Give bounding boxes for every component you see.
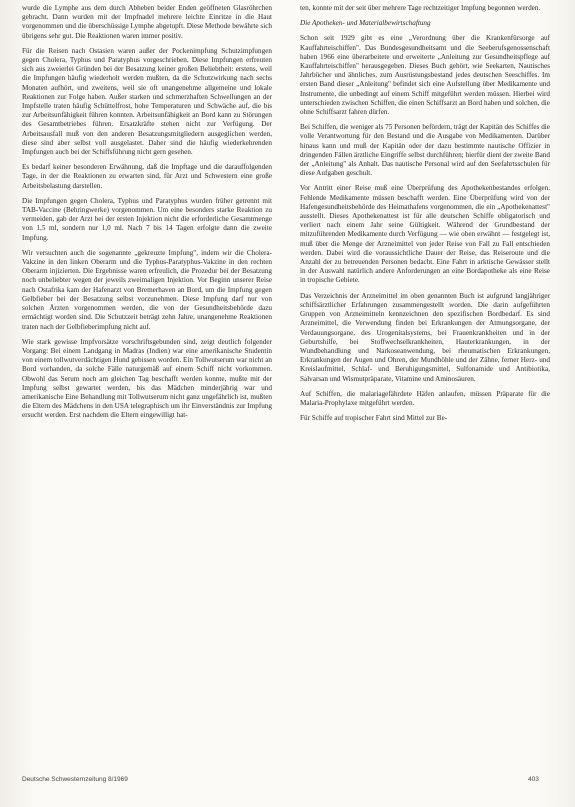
left-column <box>22 4 272 427</box>
page-number: 403 <box>528 776 539 783</box>
paragraph: Das Verzeichnis der Arzneimittel im oben genannten Buch ist aufgrund langjähriger schiffsärztlicher Erfahrungen zusammengestellt worden. Die darin aufgeführten Gruppen von Arzneimitteln kennzeichnen den spezifischen Bordbedarf. Es sind Arzneimittel, die Verwendung finden bei Erkrankungen der Atmungsorgane, der Verdauungsorgane, des Urogenitalsystems, bei Frauenkrankheiten und in der Geburtshilfe, bei Stoffwechselkrankheiten, Hauterkrankungen, in der Wundbehandlung und Narkoseanwendung, bei rheumatischen Erkrankungen, Erkrankungen der Augen und Ohren, der Mundhöhle und der Zähne, ferner Herz- und Kreislaufmittel, Schlaf- und Beruhigungsmittel, Sulfonamide und Antibiotika, Salvarsan und Wismutpräparate, Vitamine und Aminosäuren. <box>300 291 550 383</box>
right-column <box>300 4 550 429</box>
paragraph: Für Schiffe auf tropischer Fahrt sind Mittel zur Be- <box>300 414 448 423</box>
footer-publication: Deutsche Schwesternzeitung 8/1969 <box>22 776 128 783</box>
section-heading: Die Apotheken- und Materialbewirtschaftung <box>300 19 431 28</box>
paragraph: Für die Reisen nach Ostasien waren außer der Pockenimpfung Schutzimpfungen gegen Cholera, Typhus und Paratyphus vorgeschrieben. Diese Impfungen erfreuten sich aus zweierlei Gründen bei der Besatzung keiner großen Beliebtheit: erstens, weil die Impfungen häufig wiederholt werden mußten, da die Schutzwirkung nach sechs Monaten aufhört, und zweitens, weil sie oft unangenehme allgemeine und lokale Reaktionen zur Folge haben. Außer starken und schmerzhaften Schwellungen an der Impfstelle traten häufig Schüttelfrost, hohe Temperaturen und Schwäche auf, die bis zur Arbeitsunfähigkeit führen konnten. Arbeitsunfähigkeit an Bord kann zu Störungen des Gesamtbetriebes führen. Ersatzkräfte stehen nicht zur Verfügung. Der Arbeitsausfall muß von den anderen Besatzungsmitgliedern ausgeglichen werden, diese sind aber selbst voll ausgelastet. Daher sind die häufig wiederkehrenden Impfungen auch bei der Schiffsführung nicht gern gesehen. <box>22 46 272 157</box>
paragraph: Vor Antritt einer Reise muß eine Überprüfung des Apothekenbestandes erfolgen. Fehlende Medikamente müssen beschafft werden. Eine Überprüfung wird von der Hafengesundheitsbehörde des Heimathafens vorgenommen, die ein „Apothekenattest" ausstellt. Dieses Apothekenattest ist für alle deutschen Schiffe obligatorisch und verliert nach einem Jahr seine Gültigkeit. Während der Grundbestand der mitzuführenden Medikamente durch Verfügung — wie oben erwähnt — festgelegt ist, muß über die Menge der Arzneimittel von jeder Reise von Fall zu Fall entschieden werden. Dabei wird die voraussichtliche Dauer der Reise, das Reiseroute und die Anzahl der zu betreuenden Personen bedacht. Eine Fahrt in arktische Gewässer stellt in der Auswahl natürlich andere Anforderungen an eine Bordapotheke als eine Reise in tropische Gebiete. <box>300 184 550 285</box>
paragraph: Bei Schiffen, die weniger als 75 Personen befördern, trägt der Kapitän des Schiffes die volle Verantwortung für den Bestand und die Ausgabe von Medikamenten. Darüber hinaus kann und muß der Kapitän oder der dazu bestimmte nautische Offizier in dringenden Fällen ärztliche Eingriffe selbst durchführen; hierfür dient der zweite Band der „Anleitung" als Anhalt. Das nautische Personal wird auf den Seefahrtsschulen für diese Aufgaben geschult. <box>300 123 550 178</box>
paragraph: Die Impfungen gegen Cholera, Typhus und Paratyphus wurden früher getrennt mit TAB-Vaccine (Behringwerke) vorgenommen. Um eine besonders starke Reaktion zu vermeiden, gab der Arzt bei der ersten Injektion nicht die erforderliche Gesamtmenge von 1,5 ml, sondern nur 1,0 ml. Nach 7 bis 14 Tagen erfolgte dann die zweite Impfung. <box>22 196 272 242</box>
paragraph: Wir versuchten auch die sogenannte „gekreuzte Impfung", indem wir die Cholera-Vakzine in den linken Oberarm und die Typhus-Paratyphus-Vakzine in den rechten Oberarm injizierten. Die Ergebnisse waren erfreulich, die Prozedur bei der Besatzung noch unbeliebter wegen der jeweils zweimaligen Injektion. Vor Beginn unserer Reise nach Ostafrika kam der Hafenarzt von Bremerhaven an Bord, um die Impfung gegen Gelbfieber bei der Besatzung selbst vorzunehmen. Diese Impfung darf nur von solchen Ärzten vorgenommen werden, die von der Gesundheitsbehörde dazu ermächtigt worden sind. Die Schutzzeit beträgt zehn Jahre, unangenehme Reaktionen traten nach der Gelbfieberimpfung nicht auf. <box>22 248 272 331</box>
paragraph: Es bedarf keiner besonderen Erwähnung, daß die Impftage und die darauffolgenden Tage, in der die Reaktionen zu erwarten sind, für Arzt und Schwestern eine große Arbeitsbelastung darstellen. <box>22 163 272 190</box>
paragraph: Auf Schiffen, die malariagefährdete Häfen anlaufen, müssen Präparate für die Malaria-Prophylaxe mitgeführt werden. <box>300 389 550 407</box>
paragraph: Schon seit 1929 gibt es eine „Verordnung über die Krankenfürsorge auf Kauffahrteischiffen". Das Bundesgesundheitsamt und die Seeberufsgenossenschaft haben 1966 eine überarbeitete und erweiterte „Anleitung zur Gesundheitspflege auf Kauffahrteischiffen" herausgegeben. Dieses Buch gehört, wie Seekarten, Nautisches Jahrbücher und ähnliches, zum Ausrüstungsbestand jedes deutschen Seeschiffes. Im ersten Band dieser „Anleitung" befindet sich eine Aufstellung über Medikamente und Instrumente, die unbedingt auf einem Schiff mitgeführt werden müssen. Hierbei wird unterschieden zwischen Schiffen, die einen Schiffsarzt an Bord haben und solchen, die ohne Schiffsarzt fahren dürfen. <box>300 34 550 117</box>
paragraph: ten, konnte mit der seit über mehrere Tage rechtzeitiger Impfung begonnen werden. <box>300 4 541 12</box>
paragraph: Wie stark gewisse Impfvorsätze vorschriftsgebunden sind, zeigt deutlich folgender Vorgang: Bei einem Landgang in Madras (Indien) war eine amerikanische Studentin von einem tollwutverdächtigen Hund gebissen worden. Ein Tollwutserum war nicht an Bord vorhanden, da solche Fälle naturgemäß auf einem Schiff nicht vorkommen. Obwohl das Serum noch am gleichen Tag beschafft werden konnte, mußte mit der Impfung selbst gewartet werden, bis das Mädchen minderjährig war und amerikanische Eine Behandlung mit Tollwutserum nicht ganz ungefährlich ist, mußten die Eltern des Mädchens in den USA telegraphisch um ihr Einverständnis zur Impfung ersucht werden. Erst nachdem die Eltern eingewilligt hat- <box>22 337 272 420</box>
paragraph: wurde die Lymphe aus dem durch Abheben beider Enden geöffneten Glasröhrchen gebracht. Dann wurden mit der Impfnadel mehrere leichte Einritze in die Haut vorgenommen und die überschüssige Lymphe abgetupft. Diese Methode bewährte sich übrigens sehr gut. Die Reaktionen waren immer positiv. <box>22 4 272 40</box>
